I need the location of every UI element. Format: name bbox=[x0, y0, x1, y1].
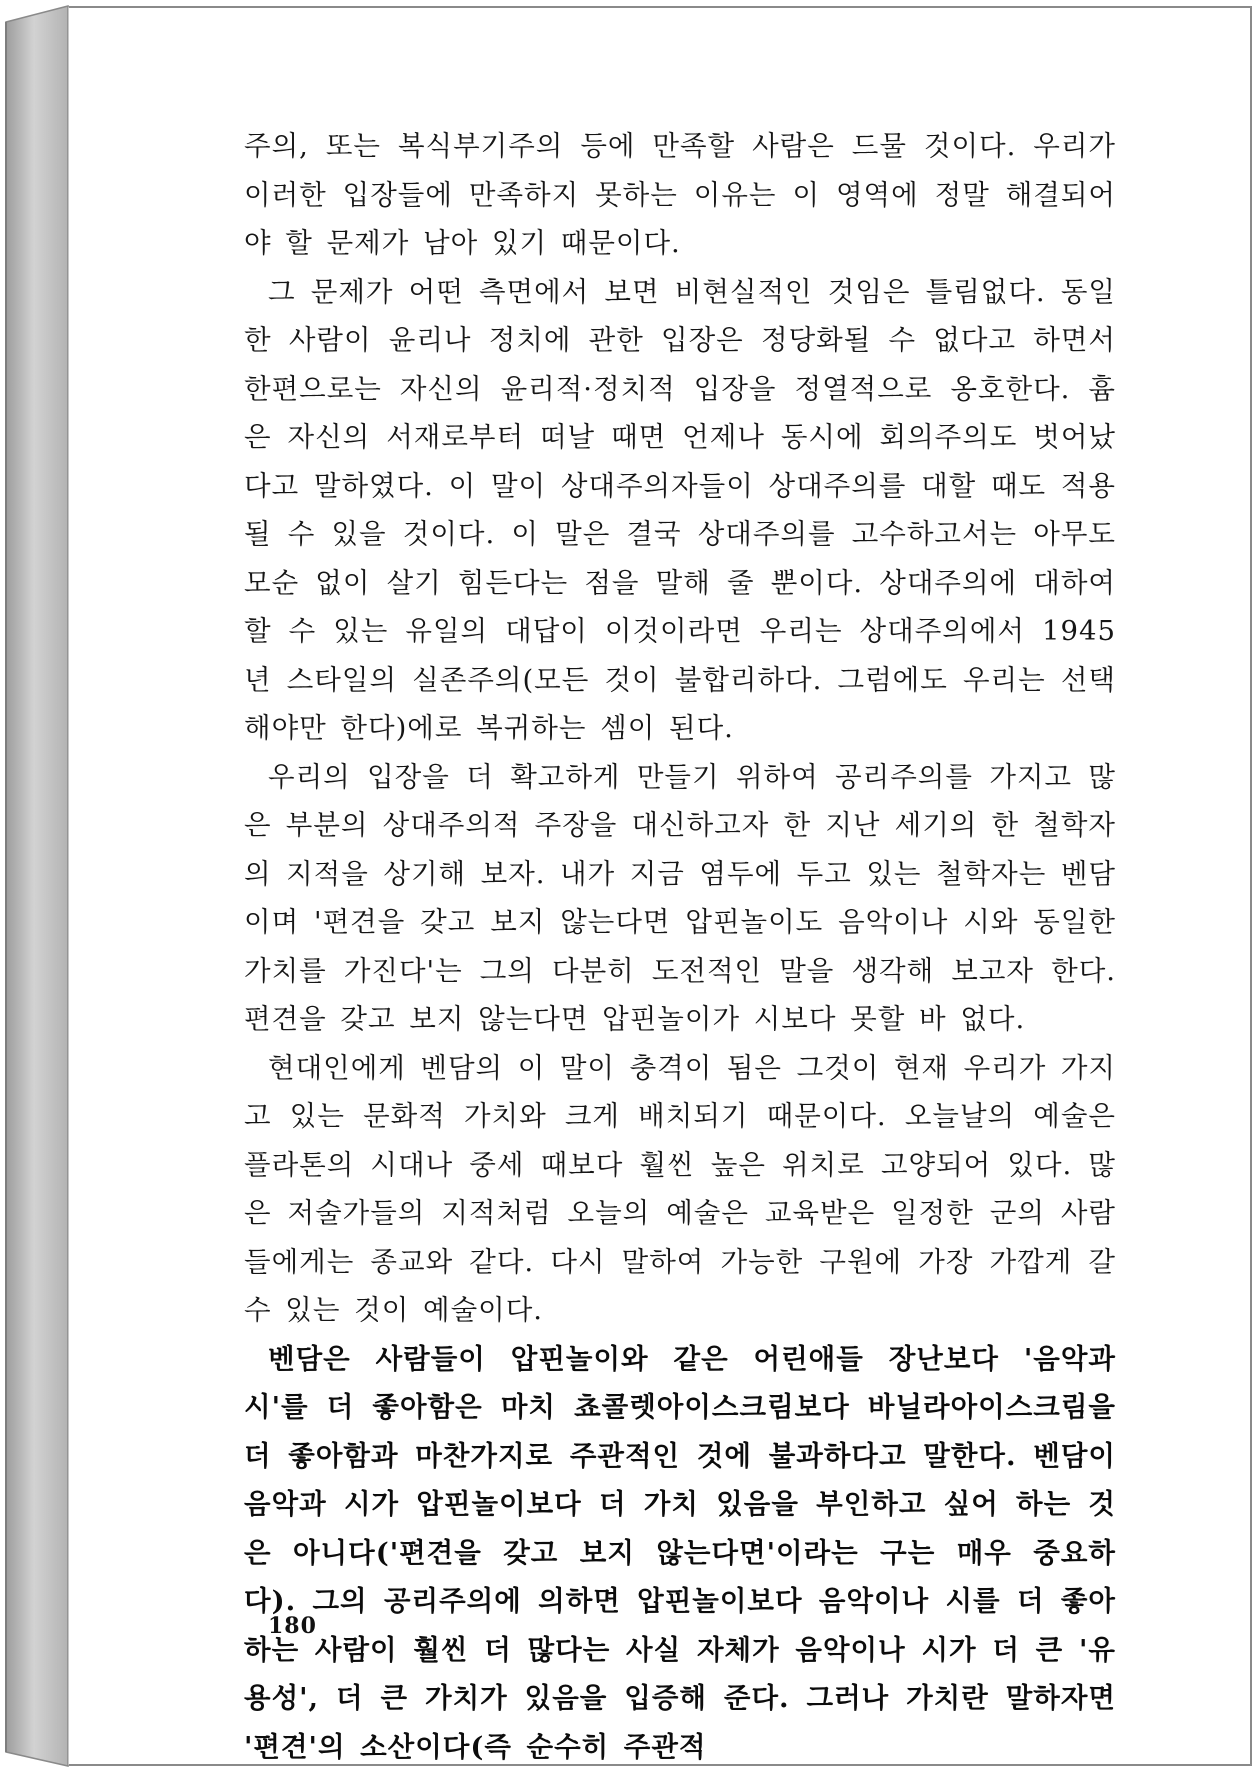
paragraph-3: 우리의 입장을 더 확고하게 만들기 위하여 공리주의를 가지고 많은 부분의 상대주의적 주장을 대신하고자 한 지난 세기의 한 철학자의 지적을 상기해 보자. 내가 지금 염두에 두고 있는 철학자는 벤담이며 '편견을 갖고 보지 않는다면 압핀놀이도 음악이나 시와 동일한 가치를 가진다'는 그의 다분히 도전적인 말을 생각해 보고자 한다. 편견을 갖고 보지 않는다면 압핀놀이가 시보다 못할 바 없다. bbox=[244, 760, 1116, 1035]
paragraph-5: 벤담은 사람들이 압핀놀이와 같은 어린애들 장난보다 '음악과 시'를 더 좋아함은 마치 쵸콜렛아이스크림보다 바닐라아이스크림을 더 좋아함과 마찬가지로 주관적인 것에 불과하다고 말한다. 벤담이 음악과 시가 압핀놀이보다 더 가치 있음을 부인하고 싶어 하는 것은 아니다('편견을 갖고 보지 않는다면'이라는 구는 매우 중요하다). 그의 공리주의에 의하면 압핀놀이보다 음악이나 시를 더 좋아하는 사람이 훨씬 더 많다는 사실 자체가 음악이나 시가 더 큰 '유용성', 더 큰 가치가 있음을 입증해 준다. 그러나 가치란 말하자면 '편견'의 소산이다(즉 순수히 주관적 bbox=[244, 1342, 1116, 1763]
paragraph-1: 주의, 또는 복식부기주의 등에 만족할 사람은 드물 것이다. 우리가 이러한 입장들에 만족하지 못하는 이유는 이 영역에 정말 해결되어야 할 문제가 남아 있기 때문이다. bbox=[244, 130, 1116, 259]
paragraph-2: 그 문제가 어떤 측면에서 보면 비현실적인 것임은 틀림없다. 동일한 사람이 윤리나 정치에 관한 입장은 정당화될 수 없다고 하면서 한편으로는 자신의 윤리적·정치적 입장을 정열적으로 옹호한다. 흄은 자신의 서재로부터 떠날 때면 언제나 동시에 회의주의도 벗어났다고 말하였다. 이 말이 상대주의자들이 상대주의를 대할 때도 적용될 수 있을 것이다. 이 말은 결국 상대주의를 고수하고서는 아무도 모순 없이 살기 힘든다는 점을 말해 줄 뿐이다. 상대주의에 대하여 할 수 있는 유일의 대답이 이것이라면 우리는 상대주의에서 1945년 스타일의 실존주의(모든 것이 불합리하다. 그럼에도 우리는 선택해야만 한다)에로 복귀하는 셈이 된다. bbox=[244, 275, 1116, 744]
page-number: 180 bbox=[268, 1613, 317, 1639]
paragraph-4: 현대인에게 벤담의 이 말이 충격이 됨은 그것이 현재 우리가 가지고 있는 문화적 가치와 크게 배치되기 때문이다. 오늘날의 예술은 플라톤의 시대나 중세 때보다 훨씬 높은 위치로 고양되어 있다. 많은 저술가들의 지적처럼 오늘의 예술은 교육받은 일정한 군의 사람들에게는 종교와 같다. 다시 말하여 가능한 구원에 가장 가깝게 갈 수 있는 것이 예술이다. bbox=[244, 1051, 1116, 1326]
body-text bbox=[244, 122, 1116, 1771]
